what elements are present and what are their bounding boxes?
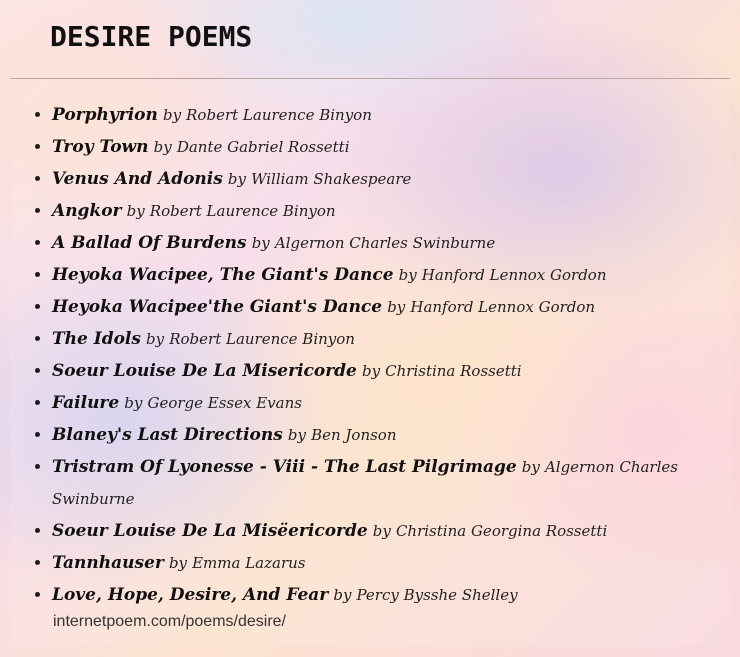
- poem-title-link[interactable]: Love, Hope, Desire, And Fear: [52, 585, 329, 605]
- poem-title-link[interactable]: Soeur Louise De La Misëericorde: [52, 521, 368, 541]
- by-label: by: [398, 266, 417, 284]
- by-label: by: [124, 394, 143, 412]
- poem-title-link[interactable]: Soeur Louise De La Misericorde: [52, 361, 357, 381]
- by-label: by: [387, 298, 406, 316]
- poem-list-item: [52, 291, 692, 323]
- content-panel: [10, 79, 730, 646]
- poem-author: Robert Laurence Binyon: [149, 202, 336, 220]
- poem-list-item: [52, 323, 692, 355]
- poem-title-link[interactable]: Tannhauser: [52, 553, 164, 573]
- poem-author: Algernon Charles Swinburne: [52, 458, 678, 508]
- poem-title-link[interactable]: A Ballad Of Burdens: [52, 233, 247, 253]
- poem-list: [10, 99, 692, 611]
- poem-list-item: [52, 131, 692, 163]
- poem-list-item: [52, 99, 692, 131]
- poem-title-link[interactable]: Troy Town: [52, 137, 149, 157]
- by-label: by: [146, 330, 165, 348]
- poem-author: Dante Gabriel Rossetti: [176, 138, 350, 156]
- poem-author: Algernon Charles Swinburne: [274, 234, 496, 252]
- poem-list-item: [52, 163, 692, 195]
- poem-author: Ben Jonson: [311, 426, 397, 444]
- by-label: by: [361, 362, 381, 380]
- poem-title-link[interactable]: Porphyrion: [52, 105, 158, 125]
- poem-list-item: [52, 515, 692, 547]
- poem-list-item: [52, 387, 692, 419]
- poem-author: William Shakespeare: [251, 170, 412, 188]
- by-label: by: [287, 426, 306, 444]
- source-url: internetpoem.com/poems/desire/: [53, 613, 286, 630]
- poem-author: Hanford Lennox Gordon: [421, 266, 607, 284]
- poem-author: Percy Bysshe Shelley: [356, 586, 518, 604]
- by-label: by: [227, 170, 246, 188]
- poem-title-link[interactable]: Heyoka Wacipee'the Giant's Dance: [52, 297, 383, 317]
- by-label: by: [521, 458, 540, 476]
- page-header: [0, 0, 740, 79]
- poem-title-link[interactable]: Failure: [52, 393, 120, 413]
- by-label: by: [372, 522, 391, 540]
- poem-author: Robert Laurence Binyon: [186, 106, 372, 124]
- poem-list-item: [52, 419, 692, 451]
- poem-list-item: [52, 579, 692, 611]
- by-label: by: [162, 106, 182, 124]
- poem-author: Robert Laurence Binyon: [169, 330, 355, 348]
- poem-author: Christina Georgina Rossetti: [395, 522, 608, 540]
- poem-title-link[interactable]: Angkor: [52, 201, 122, 221]
- poem-title-link[interactable]: Heyoka Wacipee, The Giant's Dance: [52, 265, 394, 285]
- by-label: by: [126, 202, 145, 220]
- by-label: by: [333, 586, 352, 604]
- by-label: by: [251, 234, 270, 252]
- by-label: by: [168, 554, 188, 572]
- poem-list-item: [52, 227, 692, 259]
- poem-list-item: [52, 355, 692, 387]
- poem-list-item: [52, 451, 692, 515]
- poem-author: Hanford Lennox Gordon: [410, 298, 596, 316]
- poem-author: Emma Lazarus: [192, 554, 306, 572]
- poem-author: Christina Rossetti: [385, 362, 522, 380]
- by-label: by: [153, 138, 172, 156]
- poem-list-item: [52, 195, 692, 227]
- poem-title-link[interactable]: The Idols: [52, 329, 141, 349]
- poem-title-link[interactable]: Venus And Adonis: [52, 169, 223, 189]
- page-title: DESIRE POEMS: [50, 20, 253, 53]
- poem-title-link[interactable]: Tristram Of Lyonesse - Viii - The Last Pilgrimage: [52, 457, 517, 477]
- poem-title-link[interactable]: Blaney's Last Directions: [52, 425, 283, 445]
- poem-list-item: [52, 547, 692, 579]
- poem-list-item: [52, 259, 692, 291]
- poem-author: George Essex Evans: [147, 394, 302, 412]
